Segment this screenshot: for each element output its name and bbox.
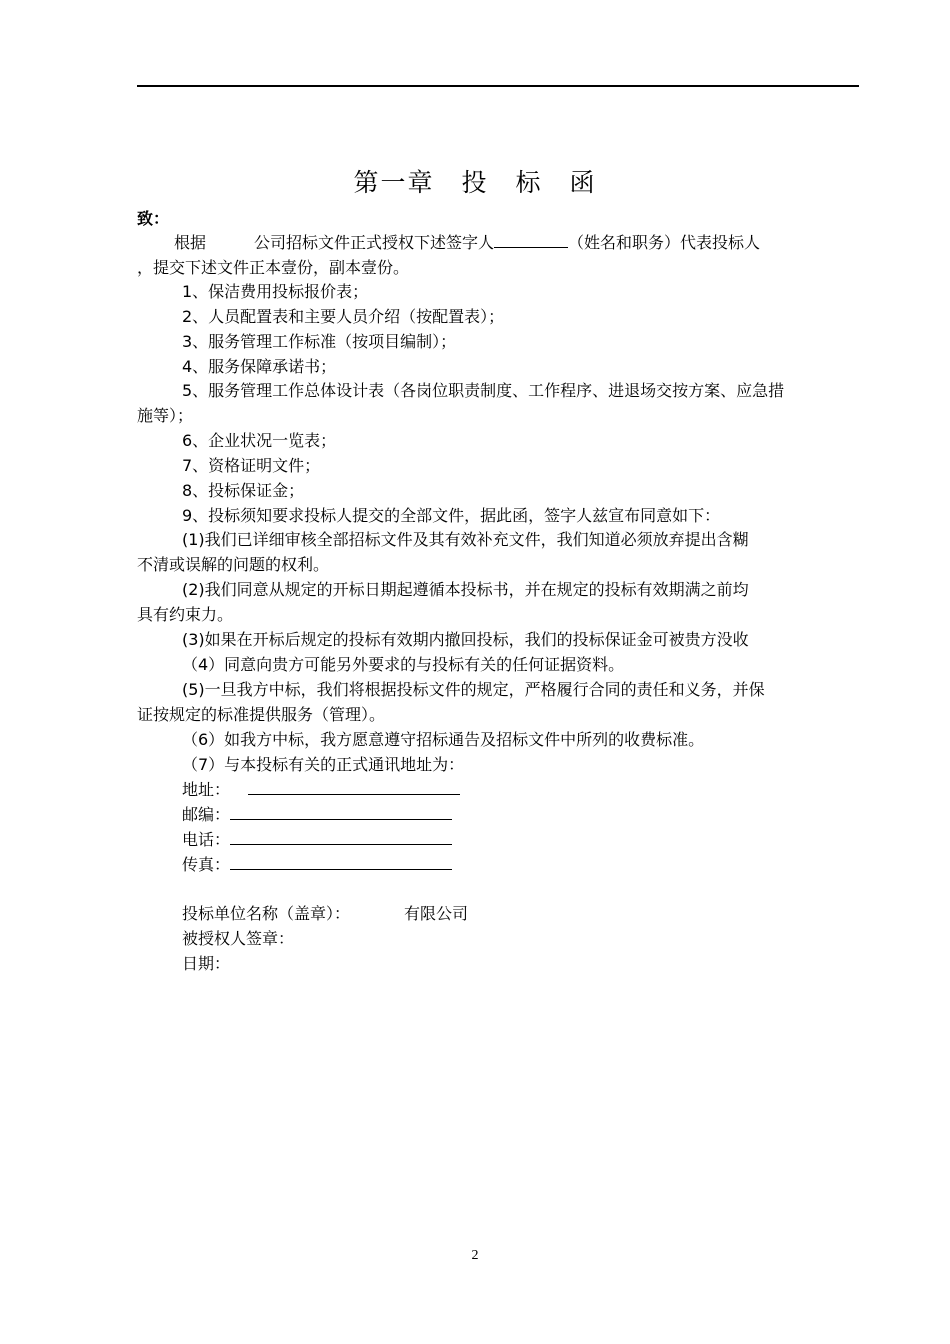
page-title: 第一章 投 标 函 [353,168,597,197]
list-item: 3、服务管理工作标准（按项目编制）； [182,332,457,351]
list-item: 6、企业状况一览表； [182,431,337,450]
clause-line: (1)我们已详细审核全部招标文件及其有效补充文件，我们知道必须放弃提出含糊 [182,530,749,549]
list-item: 4、服务保障承诺书； [182,357,337,376]
clause-line: （4）同意向贵方可能另外要求的与投标有关的任何证据资料。 [182,655,625,674]
company-value: 有限公司 [404,904,469,923]
company-name-line [182,903,468,925]
clause-line: (5)一旦我方中标，我们将根据投标文件的规定，严格履行合同的责任和义务，并保 [182,680,765,699]
intro-part-2: 公司招标文件正式授权下述签字人 [254,233,495,252]
clause-line: （7）与本投标有关的正式通讯地址为： [182,755,465,774]
authorized-signature: 被授权人签章： [182,929,295,948]
phone-blank [230,830,452,845]
list-item: 1、保洁费用投标报价表； [182,282,369,301]
fax-label: 传真： [182,855,231,874]
list-item: 8、投标保证金； [182,481,305,500]
date-line: 日期： [182,954,231,973]
salutation: 致： [137,209,170,228]
list-item: 7、资格证明文件； [182,456,321,475]
intro-line-2: ，提交下述文件正本壹份，副本壹份。 [137,258,410,277]
list-item: 5、服务管理工作总体设计表（各岗位职责制度、工作程序、进退场交按方案、应急措 [182,381,785,400]
address-blank [248,780,460,795]
company-label: 投标单位名称（盖章）： [182,904,351,923]
fax-blank [230,855,452,870]
phone-label: 电话： [182,830,231,849]
clause-line: (3)如果在开标后规定的投标有效期内撤回投标，我们的投标保证金可被贵方没收 [182,630,749,649]
postcode-blank [230,805,452,820]
list-item: 施等）； [137,406,194,425]
list-item: 9、投标须知要求投标人提交的全部文件，据此函，签字人兹宣布同意如下： [182,506,721,525]
address-label: 地址： [182,780,231,799]
clause-line: (2)我们同意从规定的开标日期起遵循本投标书，并在规定的投标有效期满之前均 [182,580,749,599]
contact-fax [182,854,452,876]
signatory-blank [494,233,568,248]
clause-line: 证按规定的标准提供服务（管理）。 [137,705,386,724]
contact-address [182,779,460,801]
contact-phone [182,829,452,851]
intro-part-1: 根据 [174,233,207,252]
intro-part-3: （姓名和职务）代表投标人 [568,233,761,252]
header-rule [137,85,859,87]
page-number: 2 [471,1248,479,1263]
clause-line: 具有约束力。 [137,605,234,624]
postcode-label: 邮编： [182,805,231,824]
clause-line: 不清或误解的问题的权利。 [137,555,330,574]
contact-postcode [182,804,452,826]
intro-line-1 [174,232,760,254]
clause-line: （6）如我方中标，我方愿意遵守招标通告及招标文件中所列的收费标准。 [182,730,705,749]
list-item: 2、人员配置表和主要人员介绍（按配置表）； [182,307,505,326]
